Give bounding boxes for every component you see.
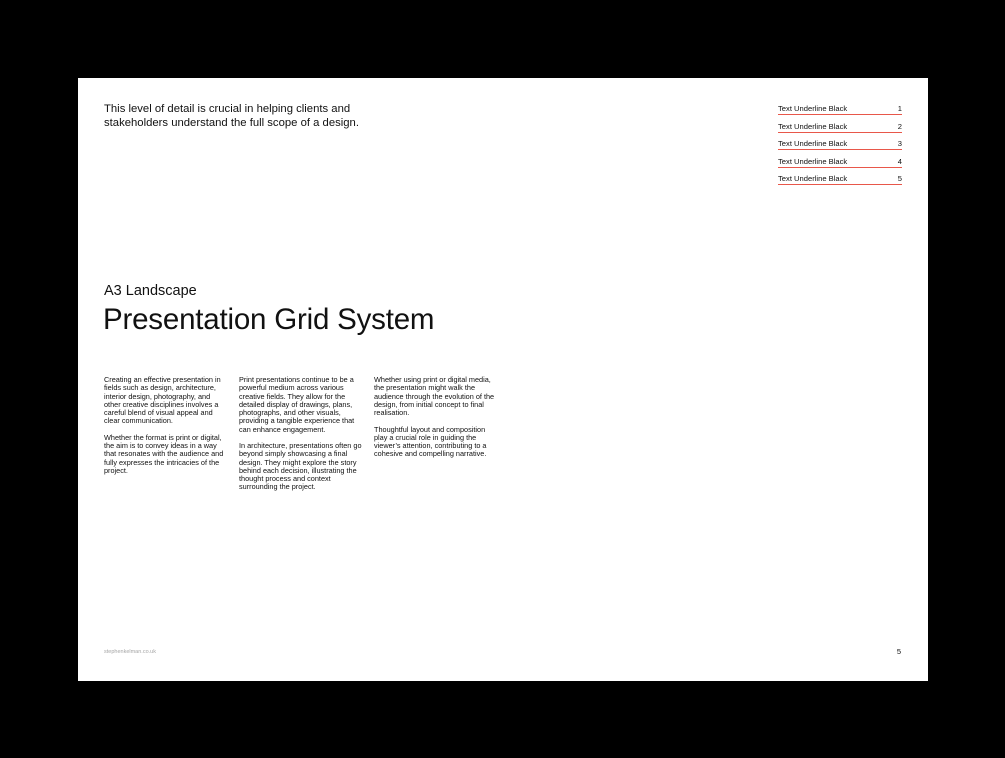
toc-item-label: Text Underline Black bbox=[778, 156, 848, 166]
body-paragraph: Whether the format is print or digital, the aim is to convey ideas in a way that resonates with the audience and fully expresses the intricacies of the project. bbox=[104, 432, 224, 475]
body-paragraph: Creating an effective presentation in fields such as design, architecture, interior design, photography, and other creative disciplines involves a careful blend of visual appeal and clear communication. bbox=[104, 375, 221, 426]
toc-item-label: Text Underline Black bbox=[778, 104, 848, 113]
intro-text: This level of detail is crucial in helping clients and stakeholders understand the full scope of a design. bbox=[104, 103, 359, 129]
footer-url[interactable]: stephenkelman.co.uk bbox=[104, 649, 156, 655]
toc-item-label: Text Underline Black bbox=[778, 139, 848, 148]
page-subtitle: A3 Landscape bbox=[104, 283, 197, 299]
toc-item-label: Text Underline Black bbox=[778, 174, 848, 183]
toc-item-number: 3 bbox=[897, 139, 902, 148]
page-number: 5 bbox=[896, 647, 901, 656]
toc-item[interactable] bbox=[778, 120, 902, 133]
toc-item-number: 2 bbox=[897, 121, 902, 131]
toc-item[interactable] bbox=[778, 137, 902, 150]
text-column-2 bbox=[239, 376, 363, 500]
document-page bbox=[78, 78, 928, 681]
body-paragraph: Print presentations continue to be a powerful medium across various creative fields. They allow for the detailed display of drawings, plans, photographs, and other visuals, providing a tangible experience that can enhance engagement. bbox=[239, 375, 355, 434]
toc-item-number: 1 bbox=[897, 104, 902, 113]
toc-item[interactable] bbox=[778, 172, 902, 185]
body-paragraph: Thoughtful layout and composition play a crucial role in guiding the viewer’s attention, contributing to a cohesive and compelling narrative. bbox=[374, 424, 487, 459]
toc-item-label: Text Underline Black bbox=[778, 121, 848, 131]
text-column-1 bbox=[104, 376, 228, 483]
toc-item-number: 5 bbox=[897, 174, 902, 183]
table-of-contents bbox=[778, 102, 902, 190]
text-column-3 bbox=[374, 376, 498, 467]
page-title: Presentation Grid System bbox=[103, 303, 435, 336]
toc-item[interactable] bbox=[778, 102, 902, 115]
body-paragraph: Whether using print or digital media, the presentation might walk the audience through the evolution of the design, from initial concept to final realisation. bbox=[374, 375, 495, 417]
toc-item[interactable] bbox=[778, 155, 902, 168]
body-paragraph: In architecture, presentations often go beyond simply showcasing a final design. They might explore the story behind each decision, illustrating the thought process and context surrounding the project. bbox=[239, 441, 362, 492]
toc-item-number: 4 bbox=[897, 156, 902, 166]
